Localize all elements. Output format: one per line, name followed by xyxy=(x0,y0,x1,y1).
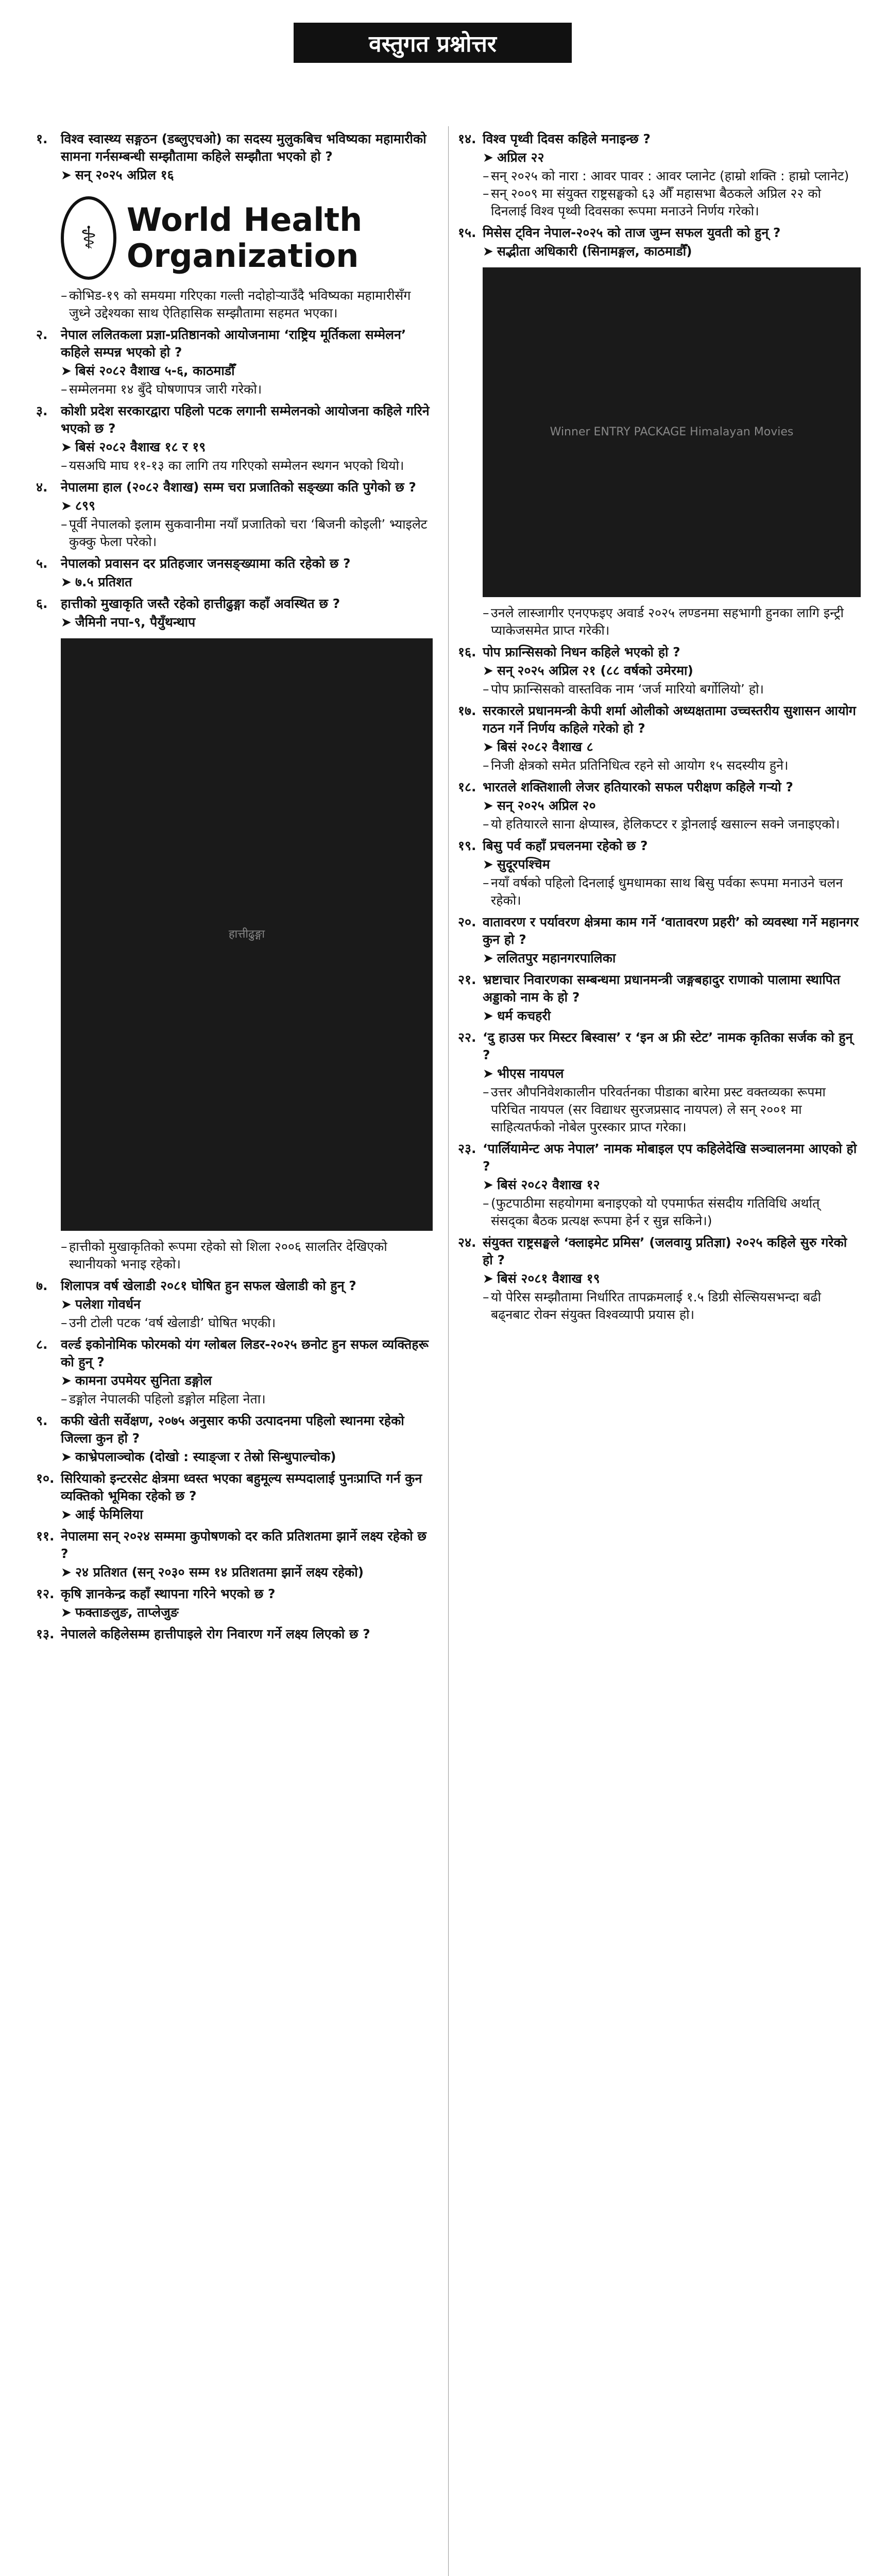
question: २३. ‘पार्लियामेन्ट अफ नेपाल’ नामक मोबाइल एप कहिलेदेखि सञ्चालनमा आएको हो ? ➤ बिसं २०८२ वैशाख १२ – (फुटपाठीमा सहयोगमा बनाइएको यो एपमार्फत संसदीय गतिविधि अर्थात् संसद्का बैठक प्रत्यक्ष रूपमा हेर्न र सुन्न सकिने।) xyxy=(458,1140,861,1230)
question: १. विश्व स्वास्थ्य सङ्गठन (डब्लुएचओ) का सदस्य मुलुकबिच भविष्यका महामारीको सामना गर्नसम्बन्धी सम्झौतामा कहिले सम्झौता भएको हो ? ➤ सन् २०२५ अप्रिल १६ xyxy=(36,130,433,184)
question: १०. सिरियाको इन्टरसेट क्षेत्रमा ध्वस्त भएका बहुमूल्य सम्पदालाई पुनःप्राप्ति गर्न कुन व्यक्तिको भूमिका रहेको छ ? ➤ आई फेमिलिया xyxy=(36,1470,433,1523)
question: ४. नेपालमा हाल (२०८२ वैशाख) सम्म चरा प्रजातिको सङ्ख्या कति पुगेको छ ? ➤ ८९९ – पूर्वी नेपालको इलाम सुकवानीमा नयाँ प्रजातिको चरा ‘बिजनी कोइली’ भ्याइलेट कुक्कु फेला परेको। xyxy=(36,479,433,551)
question: ९. कफी खेती सर्वेक्षण, २०७५ अनुसार कफी उत्पादनमा पहिलो स्थानमा रहेको जिल्ला कुन हो ? ➤ काभ्रेपलाञ्चोक (दोखो : स्याङ्जा र तेस्रो सिन्धुपाल्चोक) xyxy=(36,1412,433,1466)
question: १४. विश्व पृथ्वी दिवस कहिले मनाइन्छ ? ➤ अप्रिल २२ – सन् २०२५ को नारा : आवर पावर : आवर प्लानेट (हाम्रो शक्ति : हाम्रो प्लानेट) – सन् २००९ मा संयुक्त राष्ट्रसङ्घको ६३ औँ महासभा बैठकले अप्रिल २२ को दिनलाई विश्व पृथ्वी दिवसका रूपमा मनाउने निर्णय गरेको। xyxy=(458,130,861,220)
who-logo: ⚕ World Health Organization xyxy=(61,194,433,282)
question: २४. संयुक्त राष्ट्रसङ्घले ‘क्लाइमेट प्रमिस’ (जलवायु प्रतिज्ञा) २०२५ कहिले सुरु गरेको हो ? ➤ बिसं २०८१ वैशाख १९ – यो पेरिस सम्झौतामा निर्धारित तापक्रमलाई १.५ डिग्री सेल्सियसभन्दा बढी बढ्नबाट रोक्न संयुक्त विश्वव्यापी प्रयास हो। xyxy=(458,1234,861,1324)
arrow-icon: ➤ xyxy=(483,1177,493,1192)
arrow-icon: ➤ xyxy=(483,798,493,813)
arrow-icon: ➤ xyxy=(483,663,493,678)
left-column: १. विश्व स्वास्थ्य सङ्गठन (डब्लुएचओ) का सदस्य मुलुकबिच भविष्यका महामारीको सामना गर्नसम्बन्धी सम्झौतामा कहिले सम्झौता भएको हो ? ➤ सन् २०२५ अप्रिल १६ ⚕ World Health Organization – कोभिड-१९ को समयमा गरिएका गल्ती नदोहोऱ्याउँदै भविष्यका महामारीसँग जुध्ने उद्देश्यका साथ ऐतिहासिक सम्झौतामा सहमत भएका। २. नेपाल ललितकला प्रज्ञा-प्रतिष्ठानको आयोजनामा ‘राष्ट्रिय मूर्तिकला सम्मेलन’ कहिले सम्पन्न भएको हो ? ➤ बिसं २०८२ वैशाख ५-६, काठमाडौँ – सम्मेलनमा १४ बुँदे घोषणापत्र जारी गरेको। ३. कोशी प्रदेश सरकारद्वारा पहिलो पटक लगानी सम्मेलनको आयोजना कहिले गरिने भएको छ ? ➤ बिसं २०८२ वैशाख १८ र १९ – यसअघि माघ ११-१३ का लागि तय गरिएको सम्मेलन स्थगन भएको थियो। ४. नेपालमा हाल (२०८२ वैशाख) सम्म चरा प्रजातिको सङ्ख्या कति पुगेको छ ? ➤ ८९९ – पूर्वी नेपालको इलाम सुकवानीमा नयाँ प्रजातिको चरा ‘बिजनी कोइली’ भ्याइलेट कुक्कु फेला परेको। ५. नेपालको प्रवासन दर प्रतिहजार जनसङ्ख्यामा कति रहेको छ ? ➤ ७.५ प्रतिशत ६. हात्तीको मुखाकृति जस्तै रहेको हात्तीढुङ्गा कहाँ अवस्थित छ ? ➤ जैमिनी नपा-९, पैयुँथन्थाप हात्तीढुङ्गा – हात्तीको मुखाकृतिको रूपमा रहेको सो शिला २००६ सालतिर देखिएको स्थानीयको भनाइ रहेको। ७. शिलापत्र वर्ष खेलाडी २०८१ घोषित हुन सफल खेलाडी को हुन् ? ➤ पलेशा गोवर्धन – उनी टोली पटक ‘वर्ष खेलाडी’ घोषित भएकी। ८. वर्ल्ड इकोनोमिक फोरमको यंग ग्लोबल लिडर-२०२५ छनोट हुन सफल व्यक्तिहरू को हुन् ? ➤ कामना उपमेयर सुनिता डङ्गोल – डङ्गोल नेपालकी पहिलो डङ्गोल महिला नेता। ९. कफी खेती सर्वेक्षण, २०७५ अनुसार कफी उत्पादनमा पहिलो स्थानमा रहेको जिल्ला कुन हो ? ➤ काभ्रेपलाञ्चोक (दोखो : स्याङ्जा र तेस्रो सिन्धुपाल्चोक) १०. सिरियाको इन्टरसेट क्षेत्रमा ध्वस्त भएका बहुमूल्य सम्पदालाई पुनःप्राप्ति गर्न कुन व्यक्तिको भूमिका रहेको छ ? ➤ आई फेमिलिया ११. नेपालमा सन् २०२४ सम्ममा कुपोषणको दर कति प्रतिशतमा झार्ने लक्ष्य रहेको छ ? ➤ २४ प्रतिशत (सन् २०३० सम्म १४ प्रतिशतमा झार्ने लक्ष्य रहेको) १२. कृषि ज्ञानकेन्द्र कहाँ स्थापना गरिने भएको छ ? ➤ फक्ताङलुङ, ताप्लेजुङ १३. नेपालले कहिलेसम्म हात्तीपाइले रोग निवारण गर्ने लक्ष्य लिएको छ ? xyxy=(36,126,433,2576)
question: ५. नेपालको प्रवासन दर प्रतिहजार जनसङ्ख्यामा कति रहेको छ ? ➤ ७.५ प्रतिशत xyxy=(36,555,433,591)
question: २. नेपाल ललितकला प्रज्ञा-प्रतिष्ठानको आयोजनामा ‘राष्ट्रिय मूर्तिकला सम्मेलन’ कहिले सम्पन्न भएको हो ? ➤ बिसं २०८२ वैशाख ५-६, काठमाडौँ – सम्मेलनमा १४ बुँदे घोषणापत्र जारी गरेको। xyxy=(36,326,433,398)
question: १७. सरकारले प्रधानमन्त्री केपी शर्मा ओलीको अध्यक्षतामा उच्चस्तरीय सुशासन आयोग गठन गर्ने निर्णय कहिले गरेको हो ? ➤ बिसं २०८२ वैशाख ८ – निजी क्षेत्रको समेत प्रतिनिधित्व रहने सो आयोग १५ सदस्यीय हुने। xyxy=(458,702,861,774)
question: ११. नेपालमा सन् २०२४ सम्ममा कुपोषणको दर कति प्रतिशतमा झार्ने लक्ष्य रहेको छ ? ➤ २४ प्रतिशत (सन् २०३० सम्म १४ प्रतिशतमा झार्ने लक्ष्य रहेको) xyxy=(36,1528,433,1581)
arrow-icon: ➤ xyxy=(61,167,72,182)
arrow-icon: ➤ xyxy=(61,1605,72,1620)
arrow-icon: ➤ xyxy=(61,1297,72,1312)
question: २०. वातावरण र पर्यावरण क्षेत्रमा काम गर्ने ‘वातावरण प्रहरी’ को व्यवस्था गर्ने महानगर कुन हो ? ➤ ललितपुर महानगरपालिका xyxy=(458,913,861,967)
arrow-icon: ➤ xyxy=(483,739,493,754)
question: ७. शिलापत्र वर्ष खेलाडी २०८१ घोषित हुन सफल खेलाडी को हुन् ? ➤ पलेशा गोवर्धन – उनी टोली पटक ‘वर्ष खेलाडी’ घोषित भएकी। xyxy=(36,1277,433,1332)
question: १२. कृषि ज्ञानकेन्द्र कहाँ स्थापना गरिने भएको छ ? ➤ फक्ताङलुङ, ताप्लेजुङ xyxy=(36,1585,433,1621)
question: १८. भारतले शक्तिशाली लेजर हतियारको सफल परीक्षण कहिले गऱ्यो ? ➤ सन् २०२५ अप्रिल २० – यो हतियारले साना क्षेप्यास्त्र, हेलिकप्टर र ड्रोनलाई खसाल्न सक्ने जनाइएको। xyxy=(458,778,861,833)
question: १५. मिसेस ट्विन नेपाल-२०२५ को ताज जुम्न सफल युवती को हुन् ? ➤ सद्भीता अधिकारी (सिनामङ्गल, काठमाडौँ) xyxy=(458,224,861,260)
arrow-icon: ➤ xyxy=(61,1449,72,1464)
question: १९. बिसु पर्व कहाँ प्रचलनमा रहेको छ ? ➤ सुदूरपश्चिम – नयाँ वर्षको पहिलो दिनलाई धुमधामका साथ बिसु पर्वका रूपमा मनाउने चलन रहेको। xyxy=(458,837,861,909)
arrow-icon: ➤ xyxy=(61,498,72,513)
question: २१. भ्रष्टाचार निवारणका सम्बन्धमा प्रधानमन्त्री जङ्गबहादुर राणाको पालामा स्थापित अड्डाको नाम के हो ? ➤ धर्म कचहरी xyxy=(458,971,861,1025)
arrow-icon: ➤ xyxy=(61,1507,72,1522)
arrow-icon: ➤ xyxy=(61,574,72,589)
section-title: वस्तुगत प्रश्नोत्तर xyxy=(294,23,572,63)
arrow-icon: ➤ xyxy=(61,363,72,378)
elephant-rock-photo: हात्तीढुङ्गा xyxy=(61,638,433,1231)
question: १३. नेपालले कहिलेसम्म हात्तीपाइले रोग निवारण गर्ने लक्ष्य लिएको छ ? xyxy=(36,1626,370,1641)
arrow-icon: ➤ xyxy=(483,150,493,165)
question: २२. ‘दु हाउस फर मिस्टर बिस्वास’ र ‘इन अ फ्री स्टेट’ नामक कृतिका सर्जक को हुन् ? ➤ भीएस नायपल – उत्तर औपनिवेशकालीन परिवर्तनका पीडाका बारेमा प्रस्ट वक्तव्यका रूपमा परिचित नायपल (सर विद्याधर सुरजप्रसाद नायपल) ले सन् २००१ मा साहित्यतर्फको नोबेल पुरस्कार प्राप्त गरेका। xyxy=(458,1029,861,1136)
arrow-icon: ➤ xyxy=(483,1271,493,1286)
question: १६. पोप फ्रान्सिसको निधन कहिले भएको हो ? ➤ सन् २०२५ अप्रिल २१ (८८ वर्षको उमेरमा) – पोप फ्रान्सिसको वास्तविक नाम ‘जर्ज मारियो बर्गोलियो’ हो। xyxy=(458,643,861,698)
arrow-icon: ➤ xyxy=(483,951,493,965)
winner-photo: Winner ENTRY PACKAGE Himalayan Movies xyxy=(483,267,861,597)
right-column: १४. विश्व पृथ्वी दिवस कहिले मनाइन्छ ? ➤ अप्रिल २२ – सन् २०२५ को नारा : आवर पावर : आवर प्लानेट (हाम्रो शक्ति : हाम्रो प्लानेट) – सन् २००९ मा संयुक्त राष्ट्रसङ्घको ६३ औँ महासभा बैठकले अप्रिल २२ को दिनलाई विश्व पृथ्वी दिवसका रूपमा मनाउने निर्णय गरेको। १५. मिसेस ट्विन नेपाल-२०२५ को ताज जुम्न सफल युवती को हुन् ? ➤ सद्भीता अधिकारी (सिनामङ्गल, काठमाडौँ) Winner ENTRY PACKAGE Himalayan Movies – उनले लास्जागीर एनएफइए अवार्ड २०२५ लण्डनमा सहभागी हुनका लागि इन्ट्री प्याकेजसमेत प्राप्त गरेकी। १६. पोप फ्रान्सिसको निधन कहिले भएको हो ? ➤ सन् २०२५ अप्रिल २१ (८८ वर्षको उमेरमा) – पोप फ्रान्सिसको वास्तविक नाम ‘जर्ज मारियो बर्गोलियो’ हो। १७. सरकारले प्रधानमन्त्री केपी शर्मा ओलीको अध्यक्षतामा उच्चस्तरीय सुशासन आयोग गठन गर्ने निर्णय कहिले गरेको हो ? ➤ बिसं २०८२ वैशाख ८ – निजी क्षेत्रको समेत प्रतिनिधित्व रहने सो आयोग १५ सदस्यीय हुने। १८. भारतले शक्तिशाली लेजर हतियारको सफल परीक्षण कहिले गऱ्यो ? ➤ सन् २०२५ अप्रिल २० – यो हतियारले साना क्षेप्यास्त्र, हेलिकप्टर र ड्रोनलाई खसाल्न सक्ने जनाइएको। १९. बिसु पर्व कहाँ प्रचलनमा रहेको छ ? ➤ सुदूरपश्चिम – नयाँ वर्षको पहिलो दिनलाई धुमधामका साथ बिसु पर्वका रूपमा मनाउने चलन रहेको। २०. वातावरण र पर्यावरण क्षेत्रमा काम गर्ने ‘वातावरण प्रहरी’ को व्यवस्था गर्ने महानगर कुन हो ? ➤ ललितपुर महानगरपालिका २१. भ्रष्टाचार निवारणका सम्बन्धमा प्रधानमन्त्री जङ्गबहादुर राणाको पालामा स्थापित अड्डाको नाम के हो ? ➤ धर्म कचहरी २२. ‘दु हाउस फर मिस्टर बिस्वास’ र ‘इन अ फ्री स्टेट’ नामक कृतिका सर्जक को हुन् ? ➤ भीएस नायपल – उत्तर औपनिवेशकालीन परिवर्तनका पीडाका बारेमा प्रस्ट वक्तव्यका रूपमा परिचित नायपल (सर विद्याधर सुरजप्रसाद नायपल) ले सन् २००१ मा साहित्यतर्फको नोबेल पुरस्कार प्राप्त गरेका। २३. ‘पार्लियामेन्ट अफ नेपाल’ नामक मोबाइल एप कहिलेदेखि सञ्चालनमा आएको हो ? ➤ बिसं २०८२ वैशाख १२ – (फुटपाठीमा सहयोगमा बनाइएको यो एपमार्फत संसदीय गतिविधि अर्थात् संसद्का बैठक प्रत्यक्ष रूपमा हेर्न र सुन्न सकिने।) २४. संयुक्त राष्ट्रसङ्घले ‘क्लाइमेट प्रमिस’ (जलवायु प्रतिज्ञा) २०२५ कहिले सुरु गरेको हो ? ➤ बिसं २०८१ वैशाख १९ – यो पेरिस सम्झौतामा निर्धारित तापक्रमलाई १.५ डिग्री सेल्सियसभन्दा बढी बढ्नबाट रोक्न संयुक्त विश्वव्यापी प्रयास हो। xyxy=(448,126,861,2576)
question: ८. वर्ल्ड इकोनोमिक फोरमको यंग ग्लोबल लिडर-२०२५ छनोट हुन सफल व्यक्तिहरू को हुन् ? ➤ कामना उपमेयर सुनिता डङ्गोल – डङ्गोल नेपालकी पहिलो डङ्गोल महिला नेता। xyxy=(36,1336,433,1408)
arrow-icon: ➤ xyxy=(483,857,493,872)
question: ६. हात्तीको मुखाकृति जस्तै रहेको हात्तीढुङ्गा कहाँ अवस्थित छ ? ➤ जैमिनी नपा-९, पैयुँथन्थाप xyxy=(36,595,433,631)
arrow-icon: ➤ xyxy=(61,439,72,454)
arrow-icon: ➤ xyxy=(61,1373,72,1388)
who-emblem-icon: ⚕ xyxy=(61,196,116,280)
arrow-icon: ➤ xyxy=(483,1066,493,1081)
arrow-icon: ➤ xyxy=(483,1008,493,1023)
arrow-icon: ➤ xyxy=(61,1565,72,1580)
arrow-icon: ➤ xyxy=(61,615,72,630)
arrow-icon: ➤ xyxy=(483,244,493,259)
question: ३. कोशी प्रदेश सरकारद्वारा पहिलो पटक लगानी सम्मेलनको आयोजना कहिले गरिने भएको छ ? ➤ बिसं २०८२ वैशाख १८ र १९ – यसअघि माघ ११-१३ का लागि तय गरिएको सम्मेलन स्थगन भएको थियो। xyxy=(36,402,433,474)
